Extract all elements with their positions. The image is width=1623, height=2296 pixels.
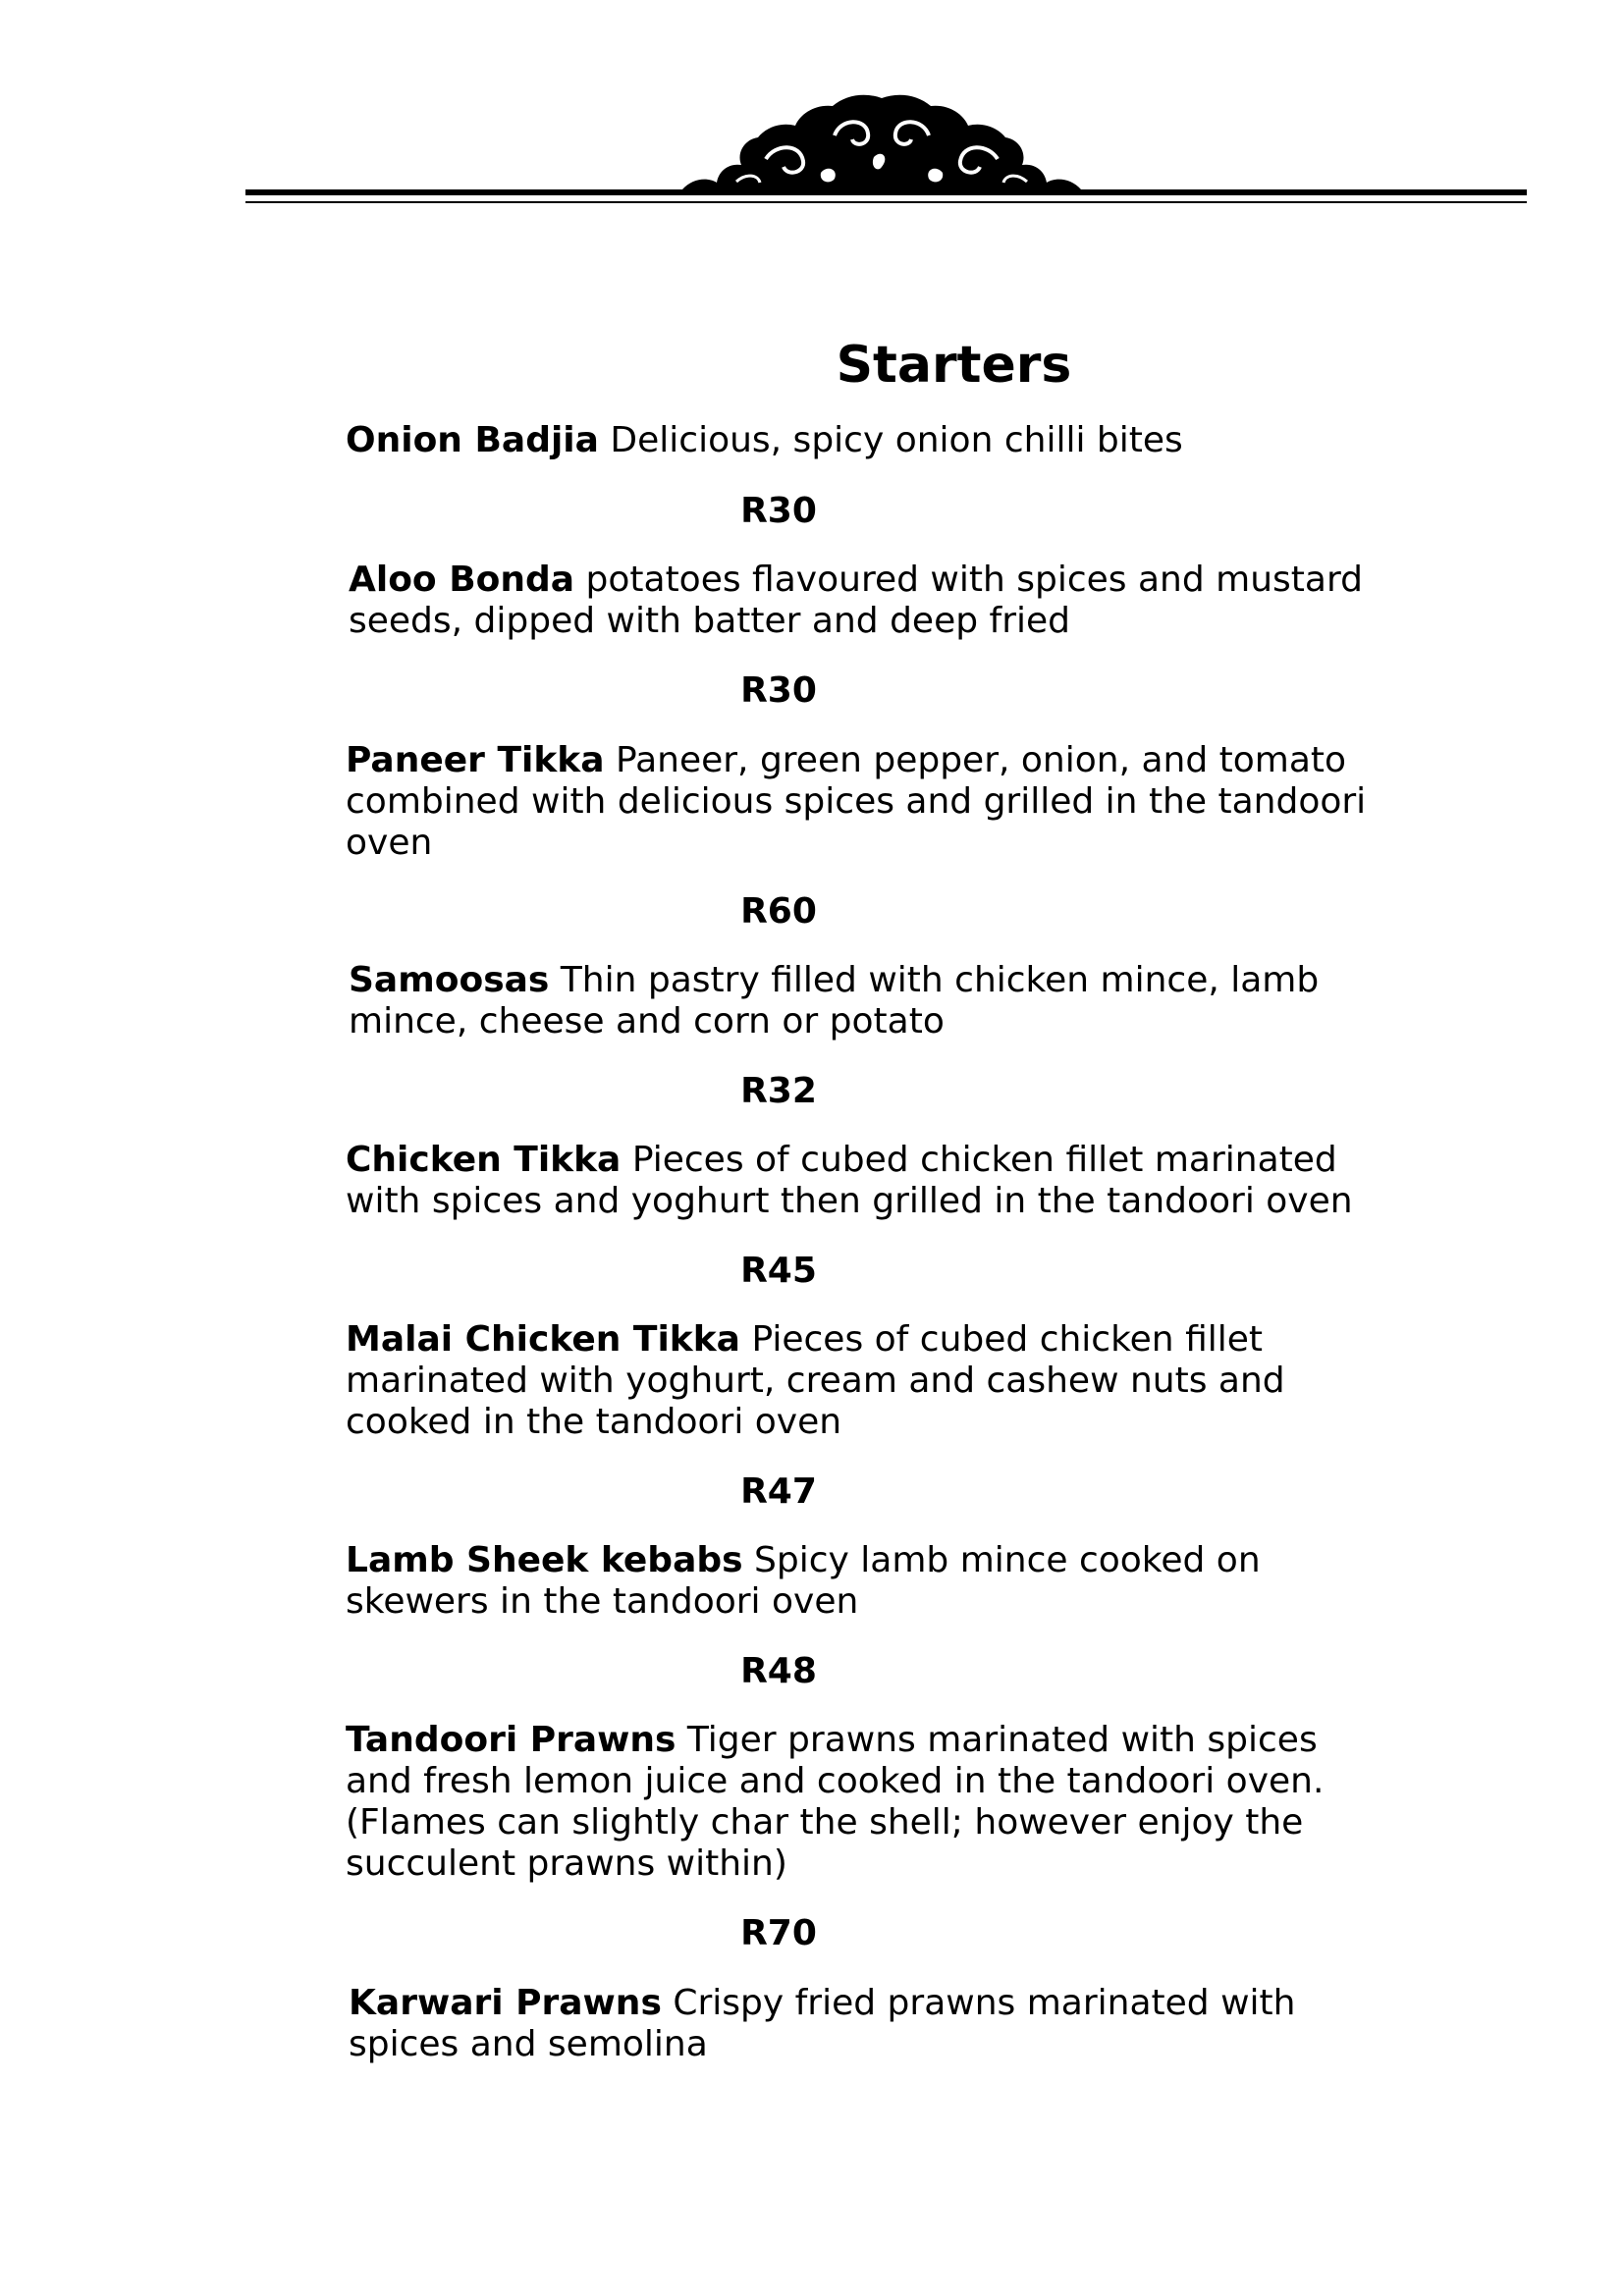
- menu-item-karwari-prawns: [349, 1983, 1389, 2065]
- menu-item-description: Thin pastry filled with chicken mince, lamb mince, cheese and corn or potato: [349, 960, 1320, 1041]
- menu-item-description: Spicy lamb mince cooked on skewers in the tandoori oven: [346, 1540, 1261, 1622]
- menu-item-aloo-bonda: [349, 560, 1389, 642]
- menu-item-tandoori-prawns: [346, 1720, 1386, 1885]
- page-title: Starters: [836, 336, 1072, 395]
- menu-item-name: Paneer Tikka: [346, 740, 605, 780]
- menu-item-samoosas: [349, 960, 1389, 1042]
- menu-item-price: R47: [740, 1471, 817, 1512]
- decorative-header-ornament-icon: [245, 88, 1527, 211]
- menu-item-price: R32: [740, 1071, 817, 1111]
- menu-item-onion-badjia: [346, 420, 1386, 461]
- menu-item-description: Pieces of cubed chicken fillet marinated with yoghurt, cream and cashew nuts and cooked in the tandoori oven: [346, 1319, 1285, 1442]
- menu-item-price: R60: [740, 891, 817, 932]
- menu-item-name: Samoosas: [349, 960, 550, 1000]
- menu-item-price: R45: [740, 1251, 817, 1291]
- menu-item-description: Delicious, spicy onion chilli bites: [610, 420, 1183, 460]
- menu-item-price: R70: [740, 1913, 817, 1953]
- menu-item-malai-chicken-tikka: [346, 1319, 1386, 1443]
- menu-item-description: potatoes flavoured with spices and mustard seeds, dipped with batter and deep fried: [349, 560, 1363, 641]
- menu-item-name: Onion Badjia: [346, 420, 599, 460]
- menu-item-name: Chicken Tikka: [346, 1140, 622, 1180]
- menu-item-description: Tiger prawns marinated with spices and fresh lemon juice and cooked in the tandoori oven. (Flames can slightly char the shell; however enjoy the succulent prawns within): [346, 1720, 1325, 1884]
- menu-item-name: Malai Chicken Tikka: [346, 1319, 740, 1360]
- menu-item-price: R48: [740, 1651, 817, 1691]
- menu-item-name: Aloo Bonda: [349, 560, 575, 600]
- menu-item-name: Karwari Prawns: [349, 1983, 662, 2023]
- menu-item-description: Crispy fried prawns marinated with spices and semolina: [349, 1983, 1296, 2064]
- menu-item-price: R30: [740, 670, 817, 711]
- menu-item-description: Pieces of cubed chicken fillet marinated with spices and yoghurt then grilled in the tandoori oven: [346, 1140, 1353, 1221]
- menu-item-name: Tandoori Prawns: [346, 1720, 676, 1760]
- menu-item-name: Lamb Sheek kebabs: [346, 1540, 743, 1580]
- menu-item-paneer-tikka: [346, 740, 1386, 864]
- menu-item-description: Paneer, green pepper, onion, and tomato combined with delicious spices and grilled in the tandoori oven: [346, 740, 1367, 863]
- menu-item-lamb-sheek-kebabs: [346, 1540, 1386, 1623]
- menu-item-chicken-tikka: [346, 1140, 1386, 1222]
- menu-item-price: R30: [740, 491, 817, 531]
